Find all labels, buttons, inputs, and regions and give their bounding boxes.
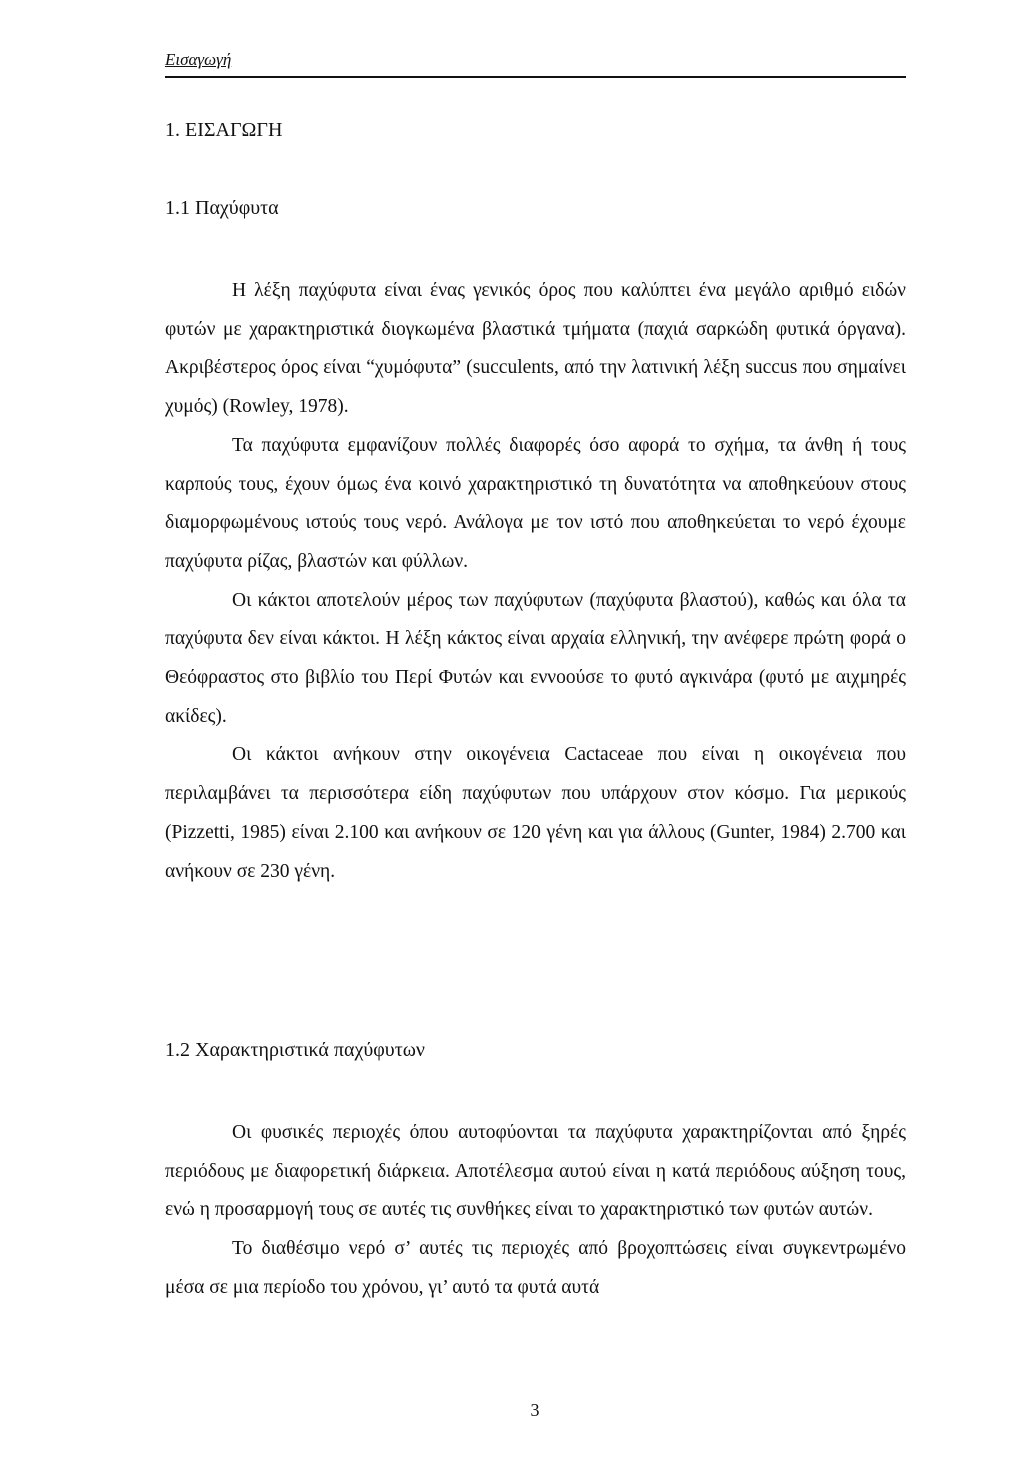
header-rule	[165, 76, 906, 78]
paragraph: Οι φυσικές περιοχές όπου αυτοφύονται τα παχύφυτα χαρακτηρίζονται από ξηρές περιόδους με διαφορετική διάρκεια. Αποτέλεσμα αυτού είναι η κατά περιόδους αύξηση τους, ενώ η προσαρμογή τους σε αυτές τις συνθήκες είναι το χαρακτηριστικό των φυτών αυτών.	[165, 1122, 906, 1221]
section-body-1-2	[165, 1114, 906, 1308]
section-title-1-1: 1.1 Παχύφυτα	[165, 197, 279, 219]
running-header: Εισαγωγή	[165, 50, 232, 69]
paragraph: Οι κάκτοι αποτελούν μέρος των παχύφυτων (παχύφυτα βλαστού), καθώς και όλα τα παχύφυτα δεν είναι κάκτοι. Η λέξη κάκτος είναι αρχαία ελληνική, την ανέφερε πρώτη φορά ο Θεόφραστος στο βιβλίο του Περί Φυτών και εννοούσε το φυτό αγκινάρα (φυτό με αιχμηρές ακίδες).	[165, 589, 906, 727]
paragraph: Το διαθέσιμο νερό σ’ αυτές τις περιοχές από βροχοπτώσεις είναι συγκεντρωμένο μέσα σε μια περίοδο του χρόνου, γι’ αυτό τα φυτά αυτά	[165, 1238, 906, 1298]
section-title-1-2: 1.2 Χαρακτηριστικά παχύφυτων	[165, 1039, 425, 1061]
paragraph: Τα παχύφυτα εμφανίζουν πολλές διαφορές όσο αφορά το σχήμα, τα άνθη ή τους καρπούς τους, έχουν όμως ένα κοινό χαρακτηριστικό τη δυνατότητα να αποθηκεύουν στους διαμορφωμένους ιστούς τους νερό. Ανάλογα με τον ιστό που αποθηκεύεται το νερό έχουμε παχύφυτα ρίζας, βλαστών και φύλλων.	[165, 434, 906, 572]
section-body-1-1	[165, 272, 906, 891]
paragraph: Οι κάκτοι ανήκουν στην οικογένεια Cactaceae που είναι η οικογένεια που περιλαμβάνει τα περισσότερα είδη παχύφυτων που υπάρχουν στον κόσμο. Για μερικούς (Pizzetti, 1985) είναι 2.100 και ανήκουν σε 120 γένη και για άλλους (Gunter, 1984) 2.700 και ανήκουν σε 230 γένη.	[165, 744, 906, 882]
page-number: 3	[530, 1400, 540, 1420]
chapter-title: 1. ΕΙΣΑΓΩΓΗ	[165, 119, 283, 141]
paragraph: Η λέξη παχύφυτα είναι ένας γενικός όρος που καλύπτει ένα μεγάλο αριθμό ειδών φυτών με χαρακτηριστικά διογκωμένα βλαστικά τμήματα (παχιά σαρκώδη φυτικά όργανα). Ακριβέστερος όρος είναι “χυμόφυτα” (succulents, από την λατινική λέξη succus που σημαίνει χυμός) (Rowley, 1978).	[165, 280, 906, 418]
